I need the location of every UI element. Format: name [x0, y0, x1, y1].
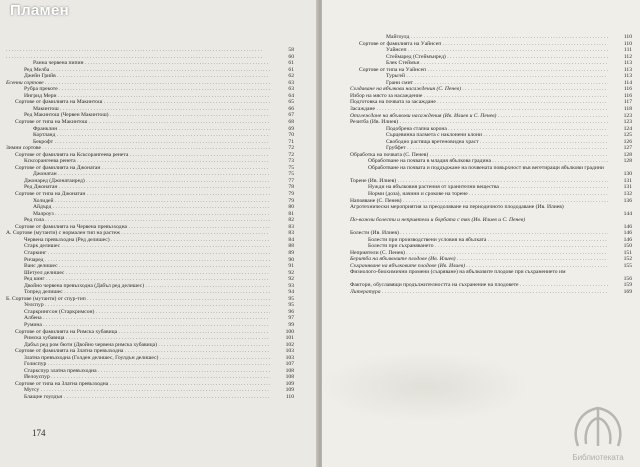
toc-entry-page: 146 — [623, 223, 632, 230]
toc-entry-page: 93 — [288, 282, 294, 289]
toc-entry-page: 146 — [623, 236, 632, 243]
toc-entry-page: 70 — [288, 132, 294, 139]
toc-entry-title: Сърцевинна палмета с наклонени клони . . . — [350, 132, 608, 139]
toc-entry-page: 60 — [288, 53, 294, 60]
toc-entry-page: 136 — [623, 197, 632, 204]
watermark-text: Пламен — [10, 2, 69, 19]
library-logo-icon — [558, 394, 638, 464]
toc-entry-page: 62 — [288, 73, 294, 80]
toc-entry-page: 156 — [623, 275, 632, 282]
toc-entry — [350, 289, 632, 296]
toc-entry-title: Обработка на почвата (С. Пенев) . . . — [350, 152, 608, 159]
toc-entry-title: Турьгей . . . — [350, 73, 608, 80]
toc-entry — [6, 394, 294, 401]
toc-entry-title: Сортове от фамилията на Златна превъзходна . . . — [6, 348, 270, 355]
toc-entry-title: Фактори, обуславящи продължителността на съхранение на плодовете . . . — [350, 282, 608, 289]
toc-entry-page: 69 — [288, 125, 294, 132]
toc-entry-title: Обработване на почвата и поддържане на почвената повърхност във вегетиращи ябълкови градини — [368, 164, 604, 171]
toc-entry-title: Болести (Ив. Илиев) . . . — [350, 230, 608, 237]
toc-entry-page: 151 — [623, 249, 632, 256]
toc-entry-title: Шетуел делишес . . . — [6, 270, 270, 277]
toc-entry-title: Ричаред . . . — [6, 257, 270, 264]
toc-entry-title: Ред Джонатан . . . — [6, 184, 270, 191]
toc-entry-title: Блек Стеймън . . . — [350, 60, 608, 67]
toc-entry-title: Физиолого-биохимични промени (съзряване) на ябълковите плодове при съхранението им — [350, 269, 566, 276]
toc-entry-title: Голиспур . . . — [6, 361, 270, 368]
toc-entry-title: Болести при производствени условия на ябълката . . . — [350, 237, 608, 244]
toc-entry-page: 128 — [623, 151, 632, 158]
toc-entry-page: 65 — [288, 99, 294, 106]
logo-label: Библиотеката — [572, 453, 624, 462]
toc-entry-page: 101 — [285, 335, 294, 342]
toc-entry-page: 111 — [624, 47, 632, 54]
toc-entry-page: 61 — [288, 66, 294, 73]
toc-entry-title: Старкспур златна превъзходна . . . — [6, 368, 270, 375]
toc-entry-title: Ксксорангеева ренета . . . — [6, 158, 270, 165]
toc-entry-title: Двойно червена превъзходна (Дабъл ред делишес) . . . — [6, 283, 270, 290]
toc-entry-page: 125 — [623, 132, 632, 139]
toc-entry-page: 80 — [288, 204, 294, 211]
toc-entry-title: Сортове от фамилията на Ксксорангеева ренета . . . — [6, 152, 270, 159]
toc-entry-page: 63 — [288, 86, 294, 93]
toc-entry-title: Ингрид Мери . . . — [6, 93, 270, 100]
toc-entry-title: Свободно растяща вретеновидна храст . . . — [350, 139, 608, 146]
toc-entry-title: Блащие гоулдън . . . — [6, 394, 270, 401]
toc-entry-title: Бекрофт . . . — [6, 139, 270, 146]
left-page — [0, 0, 318, 467]
toc-entry-title: Айдърд . . . — [6, 204, 270, 211]
toc-entry — [350, 165, 632, 178]
toc-entry-title: Сортове от фамилията на Червена превъзходна . . . — [6, 224, 270, 231]
toc-entry-page: 130 — [623, 171, 632, 178]
toc-entry — [350, 204, 632, 217]
toc-entry-page: 89 — [288, 249, 294, 256]
toc-entry-page: 66 — [288, 105, 294, 112]
toc-entry-title: Уелспур . . . — [6, 302, 270, 309]
toc-entry-title: Топред делишес . . . — [6, 289, 270, 296]
toc-entry-title: Червена превъзходна (Ред делишес) . . . — [6, 237, 270, 244]
toc-entry-page: 67 — [288, 112, 294, 119]
toc-entry-page: 95 — [288, 302, 294, 309]
toc-entry-page: 102 — [285, 341, 294, 348]
toc-entry-page: 84 — [288, 236, 294, 243]
toc-entry — [350, 269, 632, 282]
toc-entry-title: Агротехнически мероприятия за преодоляване на периодичното плододаване (Ив. Илиев) — [350, 204, 564, 211]
toc-entry-title: Избор на място за насаждение . . . — [350, 93, 608, 100]
toc-entry-title: Подобрена стапна корона . . . — [350, 126, 608, 133]
toc-entry-page: 88 — [288, 243, 294, 250]
toc-entry-title: Резитба (Ив. Илиев) . . . — [350, 119, 608, 126]
toc-entry-page: 64 — [288, 92, 294, 99]
toc-entry-page: 103 — [285, 348, 294, 355]
toc-entry-page: 144 — [623, 210, 632, 217]
toc-entry-title: Литература . . . — [350, 289, 608, 296]
toc-entry-page: 68 — [288, 119, 294, 126]
toc-entry-title: Зимни сортове . . . — [6, 145, 270, 152]
left-toc-list — [6, 47, 294, 401]
toc-entry-page: 123 — [623, 112, 632, 119]
toc-entry-title: Торене (Ив. Илиев) . . . — [350, 178, 608, 185]
toc-entry-title: Джонатан . . . — [6, 171, 270, 178]
toc-entry-page: 114 — [623, 79, 632, 86]
toc-entry-title: Създаване на ябълкови насаждения (С. Пенев) . . . — [350, 86, 608, 93]
toc-entry-page: 71 — [288, 138, 294, 145]
toc-entry — [350, 217, 632, 230]
toc-entry-page: 124 — [623, 125, 632, 132]
toc-entry-title: Мутсу . . . — [6, 387, 270, 394]
toc-entry-title: Сортове от типа на Златна превъзходна . . . — [6, 381, 270, 388]
toc-entry-title: Есенни сортове . . . — [6, 80, 270, 87]
toc-entry-title: Старкинг . . . — [6, 250, 270, 257]
toc-entry-title: Грубфет . . . — [350, 145, 608, 152]
toc-entry-page: 110 — [285, 393, 294, 400]
toc-entry-title: Златна превъзходна (Голден делишес, Гоулдън делишес) . . . — [6, 355, 270, 362]
toc-entry-title: Ред Мелба . . . — [6, 67, 270, 74]
right-toc-list — [350, 34, 632, 296]
toc-entry-page: 108 — [285, 374, 294, 381]
toc-entry-title: Сортове от фамилията на Джонатан . . . — [6, 165, 270, 172]
toc-entry-title: Албена . . . — [6, 315, 270, 322]
toc-entry-title: Обработване на почвата в младия ябълкова градина . . . — [350, 158, 608, 165]
toc-entry-title: Малроуз . . . — [6, 211, 270, 218]
toc-entry-title: Джейн Грийв . . . — [6, 73, 270, 80]
toc-entry-title: Макинтош . . . — [6, 106, 270, 113]
toc-entry-page: 103 — [285, 354, 294, 361]
toc-entry-page: 113 — [623, 73, 632, 80]
toc-entry-page: 109 — [285, 380, 294, 387]
toc-entry-page: 94 — [288, 289, 294, 296]
toc-entry-page: 63 — [288, 79, 294, 86]
toc-entry-page: 78 — [288, 184, 294, 191]
toc-entry-title: Ред гола . . . — [6, 217, 270, 224]
toc-entry-title: Съхраняване на ябълковите плодове (Ив. Илиев) . . . — [350, 263, 608, 270]
toc-entry-title: Римска хубавица . . . — [6, 335, 270, 342]
toc-entry-title: Ранна червена пипин . . . — [6, 60, 270, 67]
toc-entry-page: 92 — [288, 276, 294, 283]
toc-entry-title: Засаждане . . . — [350, 106, 608, 113]
toc-entry-page: 118 — [623, 106, 632, 113]
toc-entry-page: 110 — [623, 40, 632, 47]
toc-entry-title: Сортове от типа на Макинтош . . . — [6, 119, 270, 126]
toc-entry-title: Сортове от типа на Джонатан . . . — [6, 191, 270, 198]
toc-entry-page: 91 — [288, 263, 294, 270]
toc-entry-page: 169 — [623, 288, 632, 295]
toc-entry-page: 110 — [623, 34, 632, 40]
toc-entry-page: 72 — [288, 145, 294, 152]
toc-entry-page: 146 — [623, 230, 632, 237]
toc-entry-page: 79 — [288, 197, 294, 204]
toc-entry-page: 75 — [288, 171, 294, 178]
toc-entry-page: 132 — [623, 191, 632, 198]
toc-entry-page: 73 — [288, 158, 294, 165]
toc-entry-title: По-важни болести и неприятели и борбата с тях (Ив. Илиев и С. Пенев) — [350, 217, 526, 224]
toc-entry-page: 58 — [288, 47, 294, 53]
toc-entry-title: Майгоулд . . . — [350, 34, 608, 41]
toc-entry-page: 126 — [623, 138, 632, 145]
toc-entry-page: 116 — [623, 92, 632, 99]
toc-entry-page: 79 — [288, 191, 294, 198]
toc-entry-page: 99 — [288, 321, 294, 328]
toc-entry-page: 128 — [623, 158, 632, 165]
toc-entry-title: Ред Макинтош (Червен Макинтош) . . . — [6, 112, 270, 119]
toc-entry-title: Ванс делишес . . . — [6, 263, 270, 270]
toc-entry-page: 92 — [288, 269, 294, 276]
toc-entry-page: 159 — [623, 282, 632, 289]
toc-entry-title: Норми (доза), начини и срокове на торене . . . — [350, 191, 608, 198]
toc-entry-page: 96 — [288, 308, 294, 315]
toc-entry-title: Уайнсеп . . . — [350, 47, 608, 54]
toc-entry-page: 113 — [623, 60, 632, 67]
toc-entry-title: Неприятели (С. Пенев) . . . — [350, 250, 608, 257]
toc-entry-title: Джонаред (Джонатаиред) . . . — [6, 178, 270, 185]
toc-entry-title: Подготовка на почвата за засаждане . . . — [350, 99, 608, 106]
toc-entry-title: Йелоуспур . . . — [6, 374, 270, 381]
toc-entry-page: 95 — [288, 295, 294, 302]
toc-entry-page: 72 — [288, 151, 294, 158]
toc-entry-page: 131 — [623, 184, 632, 191]
toc-entry-title: Дабъл ред ром бюти (Двойно червена римска хубавица) . . . — [6, 342, 270, 349]
toc-entry-page: 123 — [623, 119, 632, 126]
toc-entry-title: Сортове от фамилията на Уайнсеп . . . — [350, 41, 608, 48]
toc-entry-title: Отглеждане на ябълкови насаждения (Ив. Илиев и С. Пенев) . . . — [350, 113, 608, 120]
toc-entry-page: 150 — [623, 243, 632, 250]
toc-entry-page: 117 — [623, 99, 632, 106]
toc-entry-title: Рубра прекоте . . . — [6, 86, 270, 93]
toc-entry-page: 127 — [623, 145, 632, 152]
toc-entry-title: Беритба на ябълковите плодове (Ив. Илиев) . . . — [350, 256, 608, 263]
toc-entry-page: 90 — [288, 256, 294, 263]
toc-entry-page: 107 — [285, 361, 294, 368]
toc-entry-page: 83 — [288, 230, 294, 237]
toc-entry-title: Старкрингсон (Старкримсон) . . . — [6, 309, 270, 316]
toc-entry-page: 116 — [623, 86, 632, 93]
toc-entry-page: 81 — [288, 210, 294, 217]
toc-entry-title: Холидей . . . — [6, 198, 270, 205]
toc-entry-title: Старк делишес . . . — [6, 243, 270, 250]
toc-entry-page: 152 — [623, 256, 632, 263]
toc-entry-title: А. Сортове (мутанти) с нормален тип на растеж . . . — [6, 230, 270, 237]
toc-entry-page: 82 — [288, 217, 294, 224]
toc-entry-title: Стеймаред (Стеймънред) . . . — [350, 54, 608, 61]
toc-entry-title: Ред кинг . . . — [6, 276, 270, 283]
toc-entry-page: 112 — [623, 53, 632, 60]
toc-entry-page: 108 — [285, 367, 294, 374]
toc-entry-title: Б. Сортове (мутанти) от спур-тип . . . — [6, 296, 270, 303]
toc-entry-page: 155 — [623, 262, 632, 269]
page-number: 174 — [32, 428, 46, 438]
toc-entry-title: Румина . . . — [6, 322, 270, 329]
toc-entry-title: Сортове от типа на Уайнсеп . . . — [350, 67, 608, 74]
toc-entry-title: Нужди на ябълковия растения от хранителни вещества . . . — [350, 184, 608, 191]
toc-entry-page: 83 — [288, 223, 294, 230]
toc-entry-title: Кортланд . . . — [6, 132, 270, 139]
toc-entry-page: 100 — [285, 328, 294, 335]
paper-stain — [320, 352, 530, 422]
toc-entry-page: 131 — [623, 177, 632, 184]
toc-entry-title: Сортове от фамилията на Макинтош . . . — [6, 99, 270, 106]
toc-entry-title: Напояване (С. Пенев) . . . — [350, 198, 608, 205]
toc-entry-page: 97 — [288, 315, 294, 322]
toc-entry-page: 77 — [288, 177, 294, 184]
toc-entry-title: Франклин . . . — [6, 126, 270, 133]
toc-entry-page: 61 — [288, 60, 294, 67]
toc-entry-title: Грани смит . . . — [350, 80, 608, 87]
toc-entry-title: Болести при съхраняването . . . — [350, 243, 608, 250]
toc-entry-page: 113 — [623, 66, 632, 73]
toc-entry-page: 109 — [285, 387, 294, 394]
toc-entry-title: Сортове от фамилията на Римска хубавица . . . — [6, 329, 270, 336]
toc-entry-page: 75 — [288, 164, 294, 171]
